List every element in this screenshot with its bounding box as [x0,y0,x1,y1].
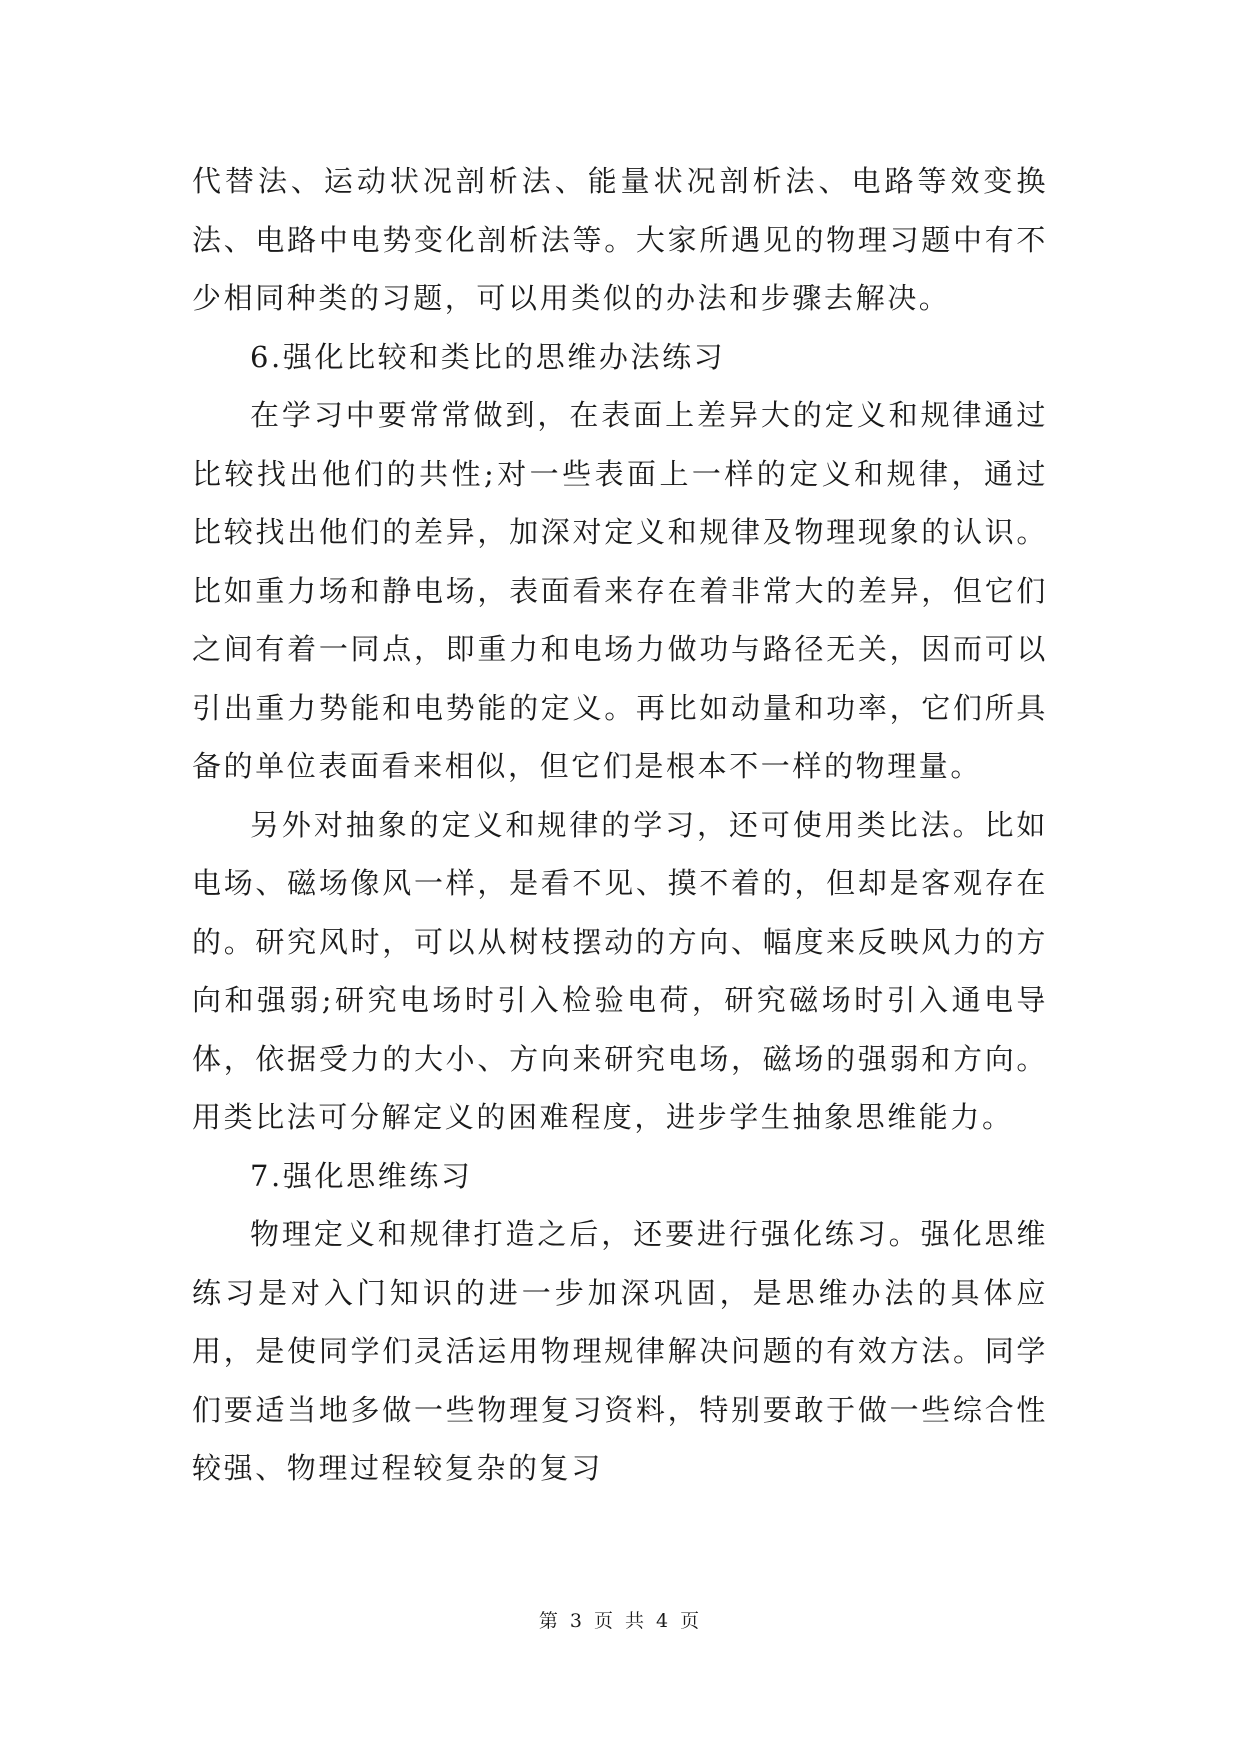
paragraph-comparison: 在学习中要常常做到，在表面上差异大的定义和规律通过比较找出他们的共性;对一些表面上一样的定义和规律，通过比较找出他们的差异，加深对定义和规律及物理现象的认识。比如重力场和静电场，表面看来存在着非常大的差异，但它们之间有着一同点，即重力和电场力做功与路径无关，因而可以引出重力势能和电势能的定义。再比如动量和功率，它们所具备的单位表面看来相似，但它们是根本不一样的物理量。 [192,398,1048,783]
paragraph-analogy: 另外对抽象的定义和规律的学习，还可使用类比法。比如电场、磁场像风一样，是看不见、摸不着的，但却是客观存在的。研究风时，可以从树枝摆动的方向、幅度来反映风力的方向和强弱;研究电场时引入检验电荷，研究磁场时引入通电导体，依据受力的大小、方向来研究电场，磁场的强弱和方向。用类比法可分解定义的困难程度，进步学生抽象思维能力。 [192,807,1048,1134]
paragraph-practice: 物理定义和规律打造之后，还要进行强化练习。强化思维练习是对入门知识的进一步加深巩固，是思维办法的具体应用，是使同学们灵活运用物理规律解决问题的有效方法。同学们要适当地多做一些物理复习资料，特别要敢于做一些综合性较强、物理过程较复杂的复习 [192,1217,1048,1485]
section-heading-7: 7.强化思维练习 [250,1158,473,1193]
section-heading-6: 6.强化比较和类比的思维办法练习 [250,339,726,374]
paragraph-continuation: 代替法、运动状况剖析法、能量状况剖析法、电路等效变换法、电路中电势变化剖析法等。大家所遇见的物理习题中有不少相同种类的习题，可以用类似的办法和步骤去解决。 [192,164,1048,315]
document-body [192,152,1048,1498]
page-number-footer: 第 3 页 共 4 页 [538,1610,703,1632]
